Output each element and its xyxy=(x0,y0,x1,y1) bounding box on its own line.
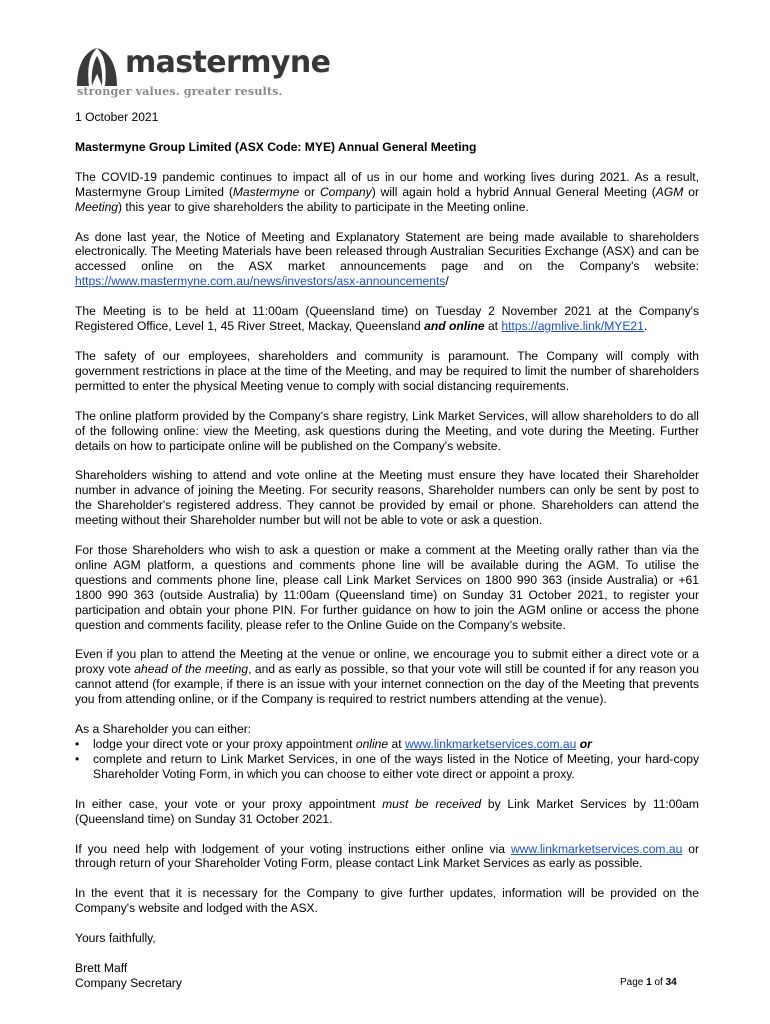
paragraph-11: If you need help with lodgement of your voting instructions either online via www.linkmarketservices.com.au or through return of your Shareholder Voting Form, please contact Link Market Services as early as possible. xyxy=(75,841,699,871)
asx-announcements-link[interactable]: https://www.mastermyne.com.au/news/investors/asx-announcements xyxy=(75,274,446,289)
list-item: • complete and return to Link Market Services, in one of the ways listed in the Notice of Meeting, your hard-copy Shareholder Voting Form, in which you can choose to either vote direct or appoint a proxy. xyxy=(75,752,699,782)
closing: Yours faithfully, xyxy=(75,931,156,946)
mastermyne-emblem-icon xyxy=(75,46,119,88)
paragraph-8: Even if you plan to attend the Meeting at the venue or online, we encourage you to submit either a direct vote or a proxy vote ahead of the meeting, and as early as possible, so that your vote will still be counted if for any reason you cannot attend (for example, if there is an issue with your internet connection on the day of the Meeting that prevents you from attending online, or if the Company is required to restrict numbers attending at the venue). xyxy=(75,647,699,707)
link-market-services-link[interactable]: www.linkmarketservices.com.au xyxy=(404,737,577,751)
paragraph-12: In the event that it is necessary for the Company to give further updates, information will be provided on the Company's website and lodged with the ASX. xyxy=(75,886,699,916)
link-market-services-help-link[interactable]: www.linkmarketservices.com.au xyxy=(510,841,683,856)
agm-live-link[interactable]: https://agmlive.link/MYE21 xyxy=(501,319,644,334)
company-logo xyxy=(75,44,345,100)
list-item: • lodge your direct vote or your proxy appointment online at www.linkmarketservices.com.au or xyxy=(75,737,699,752)
logo-wordmark: mastermyne xyxy=(125,45,331,80)
page-number: Page 1 of 34 xyxy=(620,977,677,988)
voting-options-list xyxy=(75,737,699,782)
letter-body xyxy=(75,110,699,991)
logo-tagline: stronger values. greater results. xyxy=(77,84,283,98)
paragraph-10: In either case, your vote or your proxy appointment must be received by Link Market Services by 11:00am (Queensland time) on Sunday 31 October 2021. xyxy=(75,796,699,826)
paragraph-7: For those Shareholders who wish to ask a question or make a comment at the Meeting orally rather than via the online AGM platform, a questions and comments phone line will be available during the AGM. To utilise the questions and comments phone line, please call Link Market Services on 1800 990 363 (inside Australia) or +61 1800 990 363 (outside Australia) by 11:00am (Queensland time) on Sunday 31 October 2021, to register your participation and obtain your phone PIN. For further guidance on how to join the AGM online or access the phone question and comments facility, please refer to the Online Guide on the Company's website. xyxy=(75,543,699,632)
paragraph-3: The Meeting is to be held at 11:00am (Queensland time) on Tuesday 2 November 2021 at the Company's Registered Office, Level 1, 45 River Street, Mackay, Queensland and online at https://agmlive.link/MYE21. xyxy=(75,304,699,334)
signatory-title: Company Secretary xyxy=(75,975,182,990)
signatory-name: Brett Maff xyxy=(75,961,128,976)
paragraph-4: The safety of our employees, shareholders and community is paramount. The Company will comply with government restrictions in place at the time of the Meeting, and may be required to limit the number of shareholders permitted to enter the physical Meeting venue to comply with social distancing requirements. xyxy=(75,348,699,393)
letter-date: 1 October 2021 xyxy=(75,110,159,124)
paragraph-1: The COVID-19 pandemic continues to impact all of us in our home and working lives during 2021. As a result, Mastermyne Group Limited (Mastermyne or Company) will again hold a hybrid Annual General Meeting (AGM or Meeting) this year to give shareholders the ability to participate in the Meeting online. xyxy=(75,169,699,214)
paragraph-9: As a Shareholder you can either: xyxy=(75,722,252,737)
letter-subject: Mastermyne Group Limited (ASX Code: MYE) Annual General Meeting xyxy=(75,139,477,154)
paragraph-5: The online platform provided by the Company's share registry, Link Market Services, will allow shareholders to do all of the following online: view the Meeting, ask questions during the Meeting, and vote during the Meeting. Further details on how to participate online will be published on the Company's website. xyxy=(75,408,699,453)
paragraph-6: Shareholders wishing to attend and vote online at the Meeting must ensure they have located their Shareholder number in advance of joining the Meeting. For security reasons, Shareholder numbers can only be sent by post to the Shareholder's registered address. They cannot be provided by email or phone. Shareholders can attend the meeting without their Shareholder number but will not be able to vote or ask a question. xyxy=(75,468,699,528)
paragraph-2: As done last year, the Notice of Meeting and Explanatory Statement are being made available to shareholders electronically. The Meeting Materials have been released through Australian Securities Exchange (ASX) and can be accessed online on the ASX market announcements page and on the Company's website: https://www.mastermyne.com.au/news/investors/asx-announcements/ xyxy=(75,229,699,289)
